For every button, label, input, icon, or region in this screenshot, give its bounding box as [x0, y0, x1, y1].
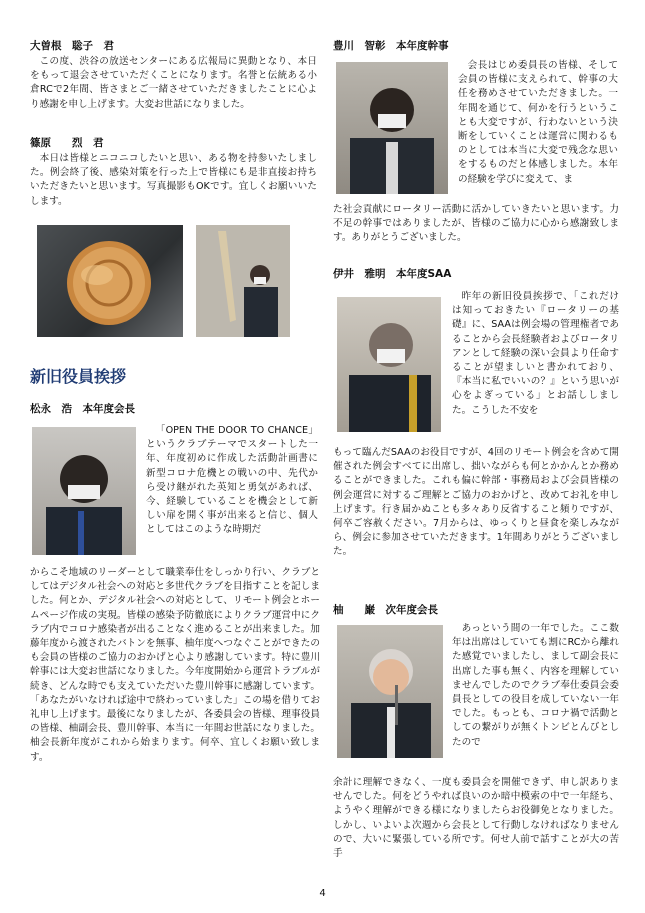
- speech-ii-a: 昨年の新旧役員挨拶で、「これだけは知っておきたい『ロータリーの基礎』に、SAAは例会場の管理権者であることから会長経験者およびロータリアンとして経験の深い会員より任命することが望ましいと書かれており、『本当に私でいいの？』という思いが心をよぎっている」とお話ししました。こうした不安を: [452, 291, 619, 416]
- speech-toyokawa-a: 会長はじめ委員長の皆様、そして会員の皆様に支えられて、幹事の大任を務めさせていただきました。一年間を通じて、何かを行うということも大変ですが、行わないという決断をしていくことは運営に関わるものとしては本当に大変で残念な思いをするものだと体感しました。本年の経験を学びに変えて、ま: [458, 60, 618, 185]
- speaker-name-toyokawa: 豊川 智彰 本年度幹事: [333, 40, 449, 52]
- portrait-icon: [32, 427, 136, 555]
- photo-ii: [337, 297, 441, 432]
- photo-gold-medal: [37, 225, 183, 337]
- section-title: 新旧役員挨拶: [30, 367, 127, 386]
- portrait-icon: [336, 62, 448, 194]
- speaker-name-yuzu: 柚 巌 次年度会長: [333, 604, 438, 616]
- speech-ii-b: もって臨んだSAAのお役目ですが、4回のリモート例会を含めて開催された例会すべてに出席し、拙いながらも何とかかんとか務めることができました。これも偏に幹部・事務局および会員皆様の例会運営に対するご理解とご協力のおかげと、改めてお礼を申し上げます。行き届かぬことも多々あり反省すること頻りですが、何卒ご容赦ください。7月からは、ゆっくりと昼食を楽しみながら、例会に参加させていただきます。1年間ありがとうございました。: [333, 447, 619, 558]
- page-number: 4: [319, 888, 326, 899]
- speech-shinohara: 本日は皆様とニコニコしたいと思い、ある物を持参いたしました。例会終了後、感染対策を行った上で皆様にも是非直接お持ちいただきたいと思います。写真撮影もOKです。宜しくお願いいたします。: [30, 153, 317, 207]
- speech-toyokawa-b: た社会貢献にロータリー活動に活かしていきたいと思います。力不足の幹事ではありましたが、皆様のご協力に心から感謝致します。ありがとうございました。: [333, 204, 619, 244]
- photo-toyokawa: [336, 62, 448, 194]
- photo-matsunaga: [32, 427, 136, 555]
- photo-torch-holder: [196, 225, 290, 337]
- speech-osone: この度、渋谷の放送センターにある広報局に異動となり、本日をもって退会させていただくことになります。名誉と伝統ある小倉RCで2年間、皆さまとご一緒させていただきましたことに心より感謝を申し上げます。大変お世話になりました。: [30, 56, 317, 110]
- speaker-name-matsunaga: 松永 浩 本年度会長: [30, 403, 135, 415]
- speaker-name-shinohara: 篠原 烈 君: [30, 137, 104, 149]
- speech-matsunaga-b: からこそ地域のリーダーとして職業奉仕をしっかり行い、クラブとしてはデジタル社会への対応と多世代クラブを目指すことを記しました。何とか、デジタル社会への対応として、リモート例会とホームページ作成の実現。皆様の感染予防徹底によりクラブ運営中にクラブ内でコロナ感染者が出ることなく進めることが出来ました。加藤年度から渡されたバトンを無事、柚年度へつなぐことができたのも会員の皆様のご協力のおかげと心より感謝しています。特に豊川幹事には大変お世話になりました。今年度開始から運営トラブルが続き、どんな時でも支えていただいた豊川幹事に感謝しています。「あなたがいなければ途中で終わっていました」この場を借りてお礼申し上げます。最後になりましたが、各委員会の皆様、理事役員の皆様、柚副会長、豊川幹事、本当に一年間お世話になりました。柚会長新年度がこれから始まります。何卒、宜しくお願い致します。: [30, 567, 320, 763]
- portrait-icon: [337, 625, 443, 758]
- medal-icon: [37, 225, 183, 337]
- speaker-name-osone: 大曽根 聡子 君: [30, 40, 114, 52]
- speech-matsunaga-a: 「OPEN THE DOOR TO CHANCE」というクラブテーマでスタートした一年、年度初めに作成した活動計画書に新型コロナ危機との戦いの中、先代から受け継がれた英知と勇気があれば、今、経験していることを機会として新しい扉を開く事が出来ると信じ、個人としてはこのような時期だ: [146, 425, 318, 536]
- speaker-name-ii: 伊井 雅明 本年度SAA: [333, 268, 452, 280]
- photo-yuzu: [337, 625, 443, 758]
- portrait-icon: [337, 297, 441, 432]
- speech-yuzu-b: 余計に理解できなく、一度も委員会を開催できず、申し訳ありませんでした。何をどうやれば良いのか暗中模索の中で一年経ち、ようやく理解ができる様になりましたらお役御免となりました。しかし、いよいよ次週から会長として行動しなければなりませんので、大いに緊張している所です。何せ人前で話すことが大の苦手: [333, 777, 619, 860]
- speech-yuzu-a: あっという間の一年でした。ここ数年は出席はしていても割にRCから離れた感覚でいましたし、まして副会長に出席した事も無く、内容を理解していませんでしたのでクラブ奉仕委員会委員長としての役目を成していない一年でした。もっとも、コロナ禍で活動としての繋がりが無くトンビとんびとしたので: [452, 623, 619, 748]
- person-with-torch-icon: [196, 225, 290, 337]
